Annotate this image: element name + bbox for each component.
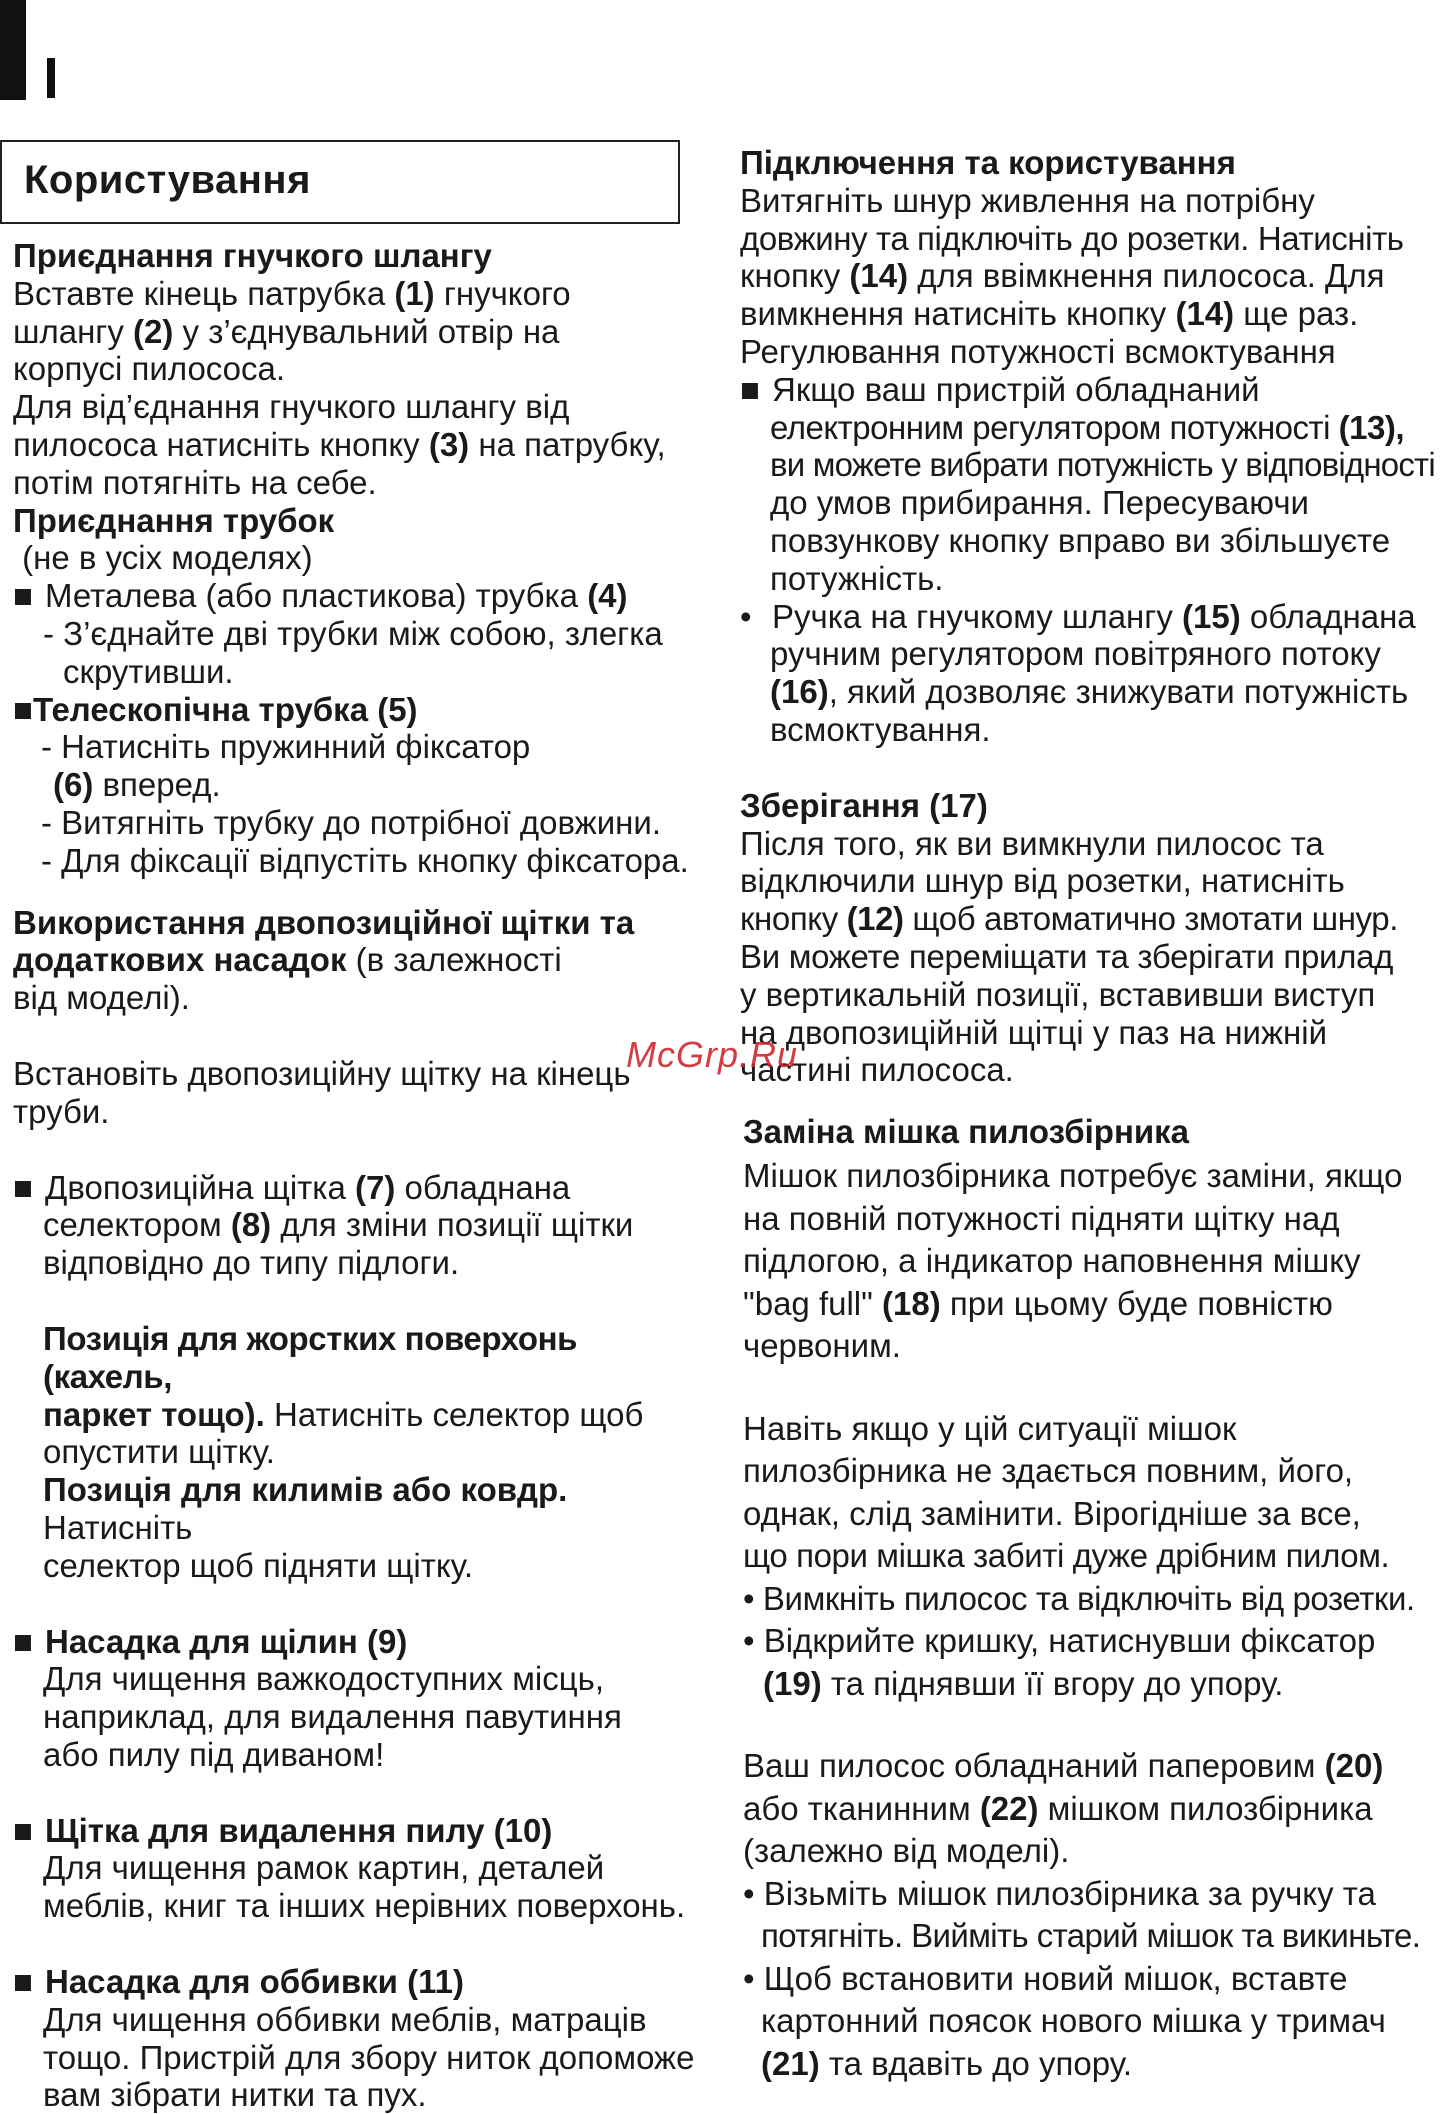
carpet-line: селектор щоб підняти щітку. [43, 1546, 474, 1584]
text: Ваш пилосос обладнаний паперовим [743, 1747, 1325, 1785]
ref-number: (1) [394, 274, 435, 312]
ref-number: (6) [53, 766, 94, 804]
square-bullet-icon: ■ [740, 370, 760, 408]
bag-type-line [743, 1788, 1440, 1831]
ref-number: (15) [1182, 597, 1241, 635]
bag-line: однак, слід замінити. Вірогідніше за все, [743, 1494, 1361, 1532]
ref-number: (8) [230, 1206, 272, 1244]
ref-number: (18) [882, 1284, 941, 1322]
ref-number: (7) [354, 1168, 396, 1206]
text: Вставте кінець патрубка [13, 274, 395, 312]
telescopic-step: - Натисніть пружинний фіксатор [41, 728, 531, 766]
bag-line: що пори мішка забиті дуже дрібним пилом. [743, 1537, 1390, 1575]
text: ще раз. [1234, 295, 1359, 333]
text: пилососа натисніть кнопку [13, 425, 429, 463]
connect-heading: Підключення та користування [740, 144, 1236, 181]
tubes-step: - З’єднайте дві трубки між собою, злегка [43, 614, 663, 652]
upholstery-heading [13, 1963, 713, 2001]
text: та вдавіть до упору. [819, 2044, 1133, 2082]
telescopic-step: - Витягніть трубку до потрібної довжини. [41, 803, 661, 841]
bag-line: червоним. [743, 1327, 901, 1365]
bag-step: • Візьміть мішок пилозбірника за ручку та [743, 1874, 1376, 1912]
bag-line: підлогою, а індикатор наповнення мішку [743, 1242, 1361, 1280]
square-bullet-icon: ■ [13, 1168, 33, 1206]
bag-step: картонний поясок нового мішка у тримач [761, 2002, 1386, 2040]
text: Щітка для видалення пилу (10) [45, 1811, 553, 1849]
ref-number: (14) [1175, 295, 1235, 333]
ref-number: (4) [587, 577, 628, 615]
telescopic-heading [13, 691, 713, 729]
text: Натисніть селектор щоб [264, 1395, 644, 1433]
text: "bag full" [743, 1284, 883, 1322]
text: Позиція для килимів або ковдр. [43, 1471, 568, 1509]
bag-step: • Вимкніть пилосос та відключіть від розетки. [743, 1579, 1415, 1617]
text: для зміни позиції щітки [271, 1206, 634, 1244]
watermark: McGrp.Ru [626, 1034, 799, 1075]
connect-line: Витягніть шнур живлення на потрібну [740, 181, 1315, 219]
electronic-control-bullet [740, 371, 1440, 409]
ref-number: (21) [761, 2044, 820, 2082]
hose-heading: Приєднання гнучкого шлангу [13, 237, 492, 274]
hard-floor-heading: Позиція для жорстких поверхонь (кахель, [43, 1319, 577, 1395]
square-bullet-icon: ■ [13, 690, 33, 728]
storage-line: на двопозиційній щітці у паз на нижній [740, 1013, 1328, 1051]
storage-line: Після того, як ви вимкнули пилосос та [740, 824, 1324, 862]
text: шлангу [13, 312, 134, 350]
crevice-heading [13, 1623, 713, 1661]
dot-bullet-icon: • [740, 597, 752, 635]
brush-heading-line: від моделі). [13, 979, 190, 1017]
tubes-note: (не в усіх моделях) [13, 539, 313, 577]
page-marker-line [47, 58, 55, 98]
ref-number: (14) [849, 257, 909, 295]
text: кнопку [740, 900, 847, 938]
storage-line: відключили шнур від розетки, натисніть [740, 862, 1345, 900]
crevice-line: наприклад, для видалення павутиння [43, 1698, 622, 1736]
bag-step: потягніть. Вийміть старий мішок та викиньте. [761, 1917, 1421, 1955]
brush-heading-line [13, 941, 713, 979]
tubes-bullet [13, 577, 713, 615]
hose-line [13, 275, 713, 313]
page-marker-bar [0, 0, 26, 100]
brush-text: Встановіть двопозиційну щітку на кінець [13, 1054, 631, 1092]
text: Металева (або пластикова) трубка [45, 577, 588, 615]
hose-line: корпусі пилососа. [13, 350, 286, 388]
text: при цьому буде повністю [940, 1284, 1333, 1322]
telescopic-step: - Для фіксації відпустіть кнопку фіксатора. [41, 841, 689, 879]
bag-line: Мішок пилозбірника потребує заміни, якщо [743, 1157, 1403, 1195]
tubes-heading: Приєднання трубок [13, 501, 335, 539]
section-header-box [0, 140, 680, 224]
hose-line: потім потягніть на себе. [13, 463, 377, 501]
text: та піднявши її вгору до упору. [821, 1664, 1284, 1702]
storage-line: у вертикальній позиції, вставивши виступ [740, 975, 1376, 1013]
crevice-line: Для чищення важкодоступних місць, [43, 1660, 604, 1698]
bag-type-line [743, 1745, 1440, 1788]
bag-line: Навіть якщо у цій ситуації мішок [743, 1409, 1237, 1447]
electronic-control-line: потужність. [770, 559, 944, 597]
electronic-control-line: ви можете вибрати потужність у відповідності [770, 446, 1435, 484]
text: вимкнення натисніть кнопку [740, 295, 1176, 333]
manual-control-bullet [740, 598, 1440, 636]
text: Натисніть [43, 1508, 193, 1546]
bag-line: на повній потужності підняти щітку над [743, 1199, 1340, 1237]
upholstery-line: тощо. Пристрій для збору ниток допоможе [43, 2038, 695, 2076]
upholstery-line: вам зібрати нитки та пух. [43, 2076, 427, 2114]
electronic-control-line: до умов прибирання. Пересуваючи [770, 484, 1309, 522]
brush-bullet [13, 1169, 713, 1207]
electronic-control-line [740, 409, 1440, 447]
text: гнучкого [434, 274, 571, 312]
manual-control-line [740, 673, 1440, 711]
ref-number: (20) [1324, 1747, 1384, 1785]
brush-bullet-line [13, 1206, 713, 1244]
storage-heading: Зберігання (17) [740, 786, 988, 824]
text: мішком пилозбірника [1038, 1789, 1373, 1827]
bag-replacement-block [740, 1113, 1440, 2085]
ref-number: (12) [846, 900, 904, 938]
text: на патрубку, [469, 425, 666, 463]
brush-heading: Використання двопозиційної щітки та [13, 903, 635, 941]
dust-brush-line: Для чищення рамок картин, деталей [43, 1849, 605, 1887]
text: Насадка для оббивки (11) [45, 1963, 464, 2001]
right-column [740, 144, 1440, 2085]
manual-control-line: ручним регулятором повітряного потоку [770, 635, 1381, 673]
text: Телескопічна трубка (5) [32, 690, 418, 728]
text: вперед. [93, 766, 221, 804]
left-column [13, 237, 713, 2114]
dust-brush-line: меблів, книг та інших нерівних поверхонь. [43, 1887, 686, 1925]
telescopic-step [13, 766, 713, 804]
text: Ручка на гнучкому шлангу [772, 597, 1182, 635]
text: паркет тощо). [43, 1395, 265, 1433]
ref-number: (16) [770, 673, 829, 711]
section-title: Користування [24, 158, 311, 202]
text: селектором [43, 1206, 231, 1244]
bag-step: • Щоб встановити новий мішок, вставте [743, 1959, 1348, 1997]
text: у з’єднувальний отвір на [173, 312, 560, 350]
square-bullet-icon: ■ [13, 577, 33, 615]
hard-floor-line: опустити щітку. [43, 1433, 275, 1471]
ref-number: (13), [1338, 408, 1405, 446]
hard-floor-line [13, 1396, 713, 1434]
storage-line [740, 900, 1440, 938]
bag-line [743, 1283, 1440, 1326]
bag-heading: Заміна мішка пилозбірника [743, 1113, 1190, 1151]
suction-subheading: Регулювання потужності всмоктування [740, 332, 1336, 370]
square-bullet-icon: ■ [13, 1811, 33, 1849]
square-bullet-icon: ■ [13, 1963, 33, 2001]
hose-line [13, 313, 713, 351]
ref-number: (22) [979, 1789, 1039, 1827]
hose-line: Для від’єднання гнучкого шлангу від [13, 388, 570, 426]
ref-number: (19) [763, 1664, 822, 1702]
tubes-step: скрутивши. [63, 652, 234, 690]
text: додаткових насадок [13, 941, 347, 979]
storage-line: частині пилососа. [740, 1051, 1014, 1089]
brush-text: труби. [13, 1092, 110, 1130]
dust-brush-heading [13, 1812, 713, 1850]
carpet-line [13, 1471, 713, 1547]
text: для ввімкнення пилососа. Для [908, 257, 1385, 295]
connect-line [740, 295, 1440, 333]
text: Якщо ваш пристрій обладнаний [772, 370, 1260, 408]
square-bullet-icon: ■ [13, 1622, 33, 1660]
bag-step: • Відкрийте кришку, натиснувши фіксатор [743, 1622, 1376, 1660]
manual-control-line: всмоктування. [770, 710, 991, 748]
brush-bullet-line: відповідно до типу підлоги. [43, 1244, 460, 1282]
bag-step [743, 2043, 1440, 2086]
bag-type-line: (залежно від моделі). [743, 1832, 1070, 1870]
text: електронним регулятором потужності [770, 408, 1339, 446]
bag-line: пилозбірника не здається повним, його, [743, 1452, 1354, 1490]
text: обладнана [395, 1168, 571, 1206]
text: Двопозиційна щітка [45, 1168, 355, 1206]
text: щоб автоматично змотати шнур. [903, 900, 1398, 938]
upholstery-line: Для чищення оббивки меблів, матраців [43, 2000, 647, 2038]
bag-step [743, 1663, 1440, 1706]
text: кнопку [740, 257, 850, 295]
text: або тканинним [743, 1789, 980, 1827]
storage-line: Ви можете переміщати та зберігати прилад [740, 937, 1394, 975]
ref-number: (3) [428, 425, 470, 463]
text: , який дозволяє знижувати потужність [828, 673, 1409, 711]
crevice-line: або пилу під диваном! [43, 1735, 385, 1773]
ref-number: (2) [133, 312, 174, 350]
text: обладнана [1240, 597, 1416, 635]
text: Насадка для щілин (9) [45, 1622, 408, 1660]
connect-line: довжину та підключіть до розетки. Натисніть [740, 219, 1404, 257]
hose-line [13, 426, 713, 464]
electronic-control-line: повзункову кнопку вправо ви збільшуєте [770, 521, 1391, 559]
text: (в залежності [346, 941, 562, 979]
connect-line [740, 257, 1440, 295]
